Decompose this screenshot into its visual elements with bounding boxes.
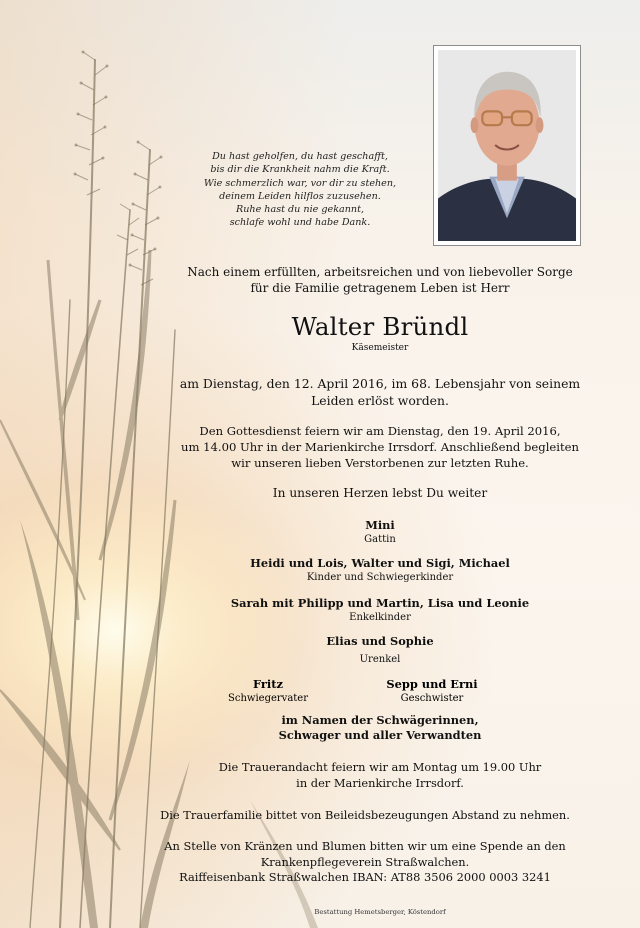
portrait-photo xyxy=(438,50,576,241)
deceased-name: Walter Bründl xyxy=(291,312,469,341)
father-in-law-role: Schwiegervater xyxy=(228,693,308,704)
family-relatives xyxy=(150,713,610,743)
great-grandchildren-names: Elias und Sophie xyxy=(326,634,434,648)
donation-line: Raiffeisenbank Straßwalchen IBAN: AT88 3506 2000 0003 3241 xyxy=(179,870,551,884)
donation-text xyxy=(160,839,570,886)
intro-text xyxy=(150,264,610,296)
siblings-role: Geschwister xyxy=(400,693,464,704)
death-notice xyxy=(150,375,610,409)
poem-line: deinem Leiden hilflos zuzusehen. xyxy=(219,190,381,202)
portrait-frame xyxy=(433,45,581,246)
children-role: Kinder und Schwiegerkinder xyxy=(306,572,454,583)
funeral-home-credit: Bestattung Hemetsberger, Köstendorf xyxy=(314,908,446,916)
grandchildren-names: Sarah mit Philipp und Martin, Lisa und Leonie xyxy=(230,596,530,610)
service-line: Den Gottesdienst feiern wir am Dienstag, den 19. April 2016, xyxy=(199,424,561,438)
service-line: wir unseren lieben Verstorbenen zur letzten Ruhe. xyxy=(231,456,529,470)
motto: In unseren Herzen lebst Du weiter xyxy=(272,486,488,500)
trauerandacht-line: Die Trauerandacht feiern wir am Montag um 19.00 Uhr xyxy=(218,760,542,774)
family-siblings xyxy=(332,677,532,705)
spouse-role: Gattin xyxy=(364,534,396,545)
children-names: Heidi und Lois, Walter und Sigi, Michael xyxy=(250,556,510,570)
relatives-line: im Namen der Schwägerinnen, xyxy=(281,713,479,727)
poem-line: bis dir die Krankheit nahm die Kraft. xyxy=(210,164,390,176)
family-great-grandchildren xyxy=(150,634,610,666)
death-line: Leiden erlöst worden. xyxy=(311,393,449,408)
intro-line: Nach einem erfüllten, arbeitsreichen und von liebevoller Sorge xyxy=(187,265,573,279)
family-grandchildren xyxy=(150,596,610,624)
donation-line: An Stelle von Kränzen und Blumen bitten wir um eine Spende an den xyxy=(164,839,566,853)
family-spouse xyxy=(150,518,610,546)
great-grandchildren-role: Urenkel xyxy=(359,654,401,665)
condolence-note: Die Trauerfamilie bittet von Beileidsbezeugungen Abstand zu nehmen. xyxy=(160,808,570,822)
deceased-occupation: Käsemeister xyxy=(351,343,409,353)
family-children xyxy=(150,556,610,584)
trauerandacht-text xyxy=(150,759,610,791)
poem-line: Wie schmerzlich war, vor dir zu stehen, xyxy=(203,177,397,189)
service-line: um 14.00 Uhr in der Marienkirche Irrsdorf. Anschließend begleiten xyxy=(181,440,579,454)
trauerandacht-line: in der Marienkirche Irrsdorf. xyxy=(296,776,464,790)
poem-line: Ruhe hast du nie gekannt, xyxy=(236,204,364,216)
siblings-names: Sepp und Erni xyxy=(386,677,478,691)
father-in-law-name: Fritz xyxy=(253,677,283,691)
funeral-service-text xyxy=(150,423,610,471)
relatives-line: Schwager und aller Verwandten xyxy=(278,728,482,742)
poem xyxy=(170,150,430,230)
poem-line: Du hast geholfen, du hast geschafft, xyxy=(212,151,388,162)
donation-line: Krankenpflegeverein Straßwalchen. xyxy=(260,854,470,869)
spouse-name: Mini xyxy=(365,518,395,532)
grandchildren-role: Enkelkinder xyxy=(349,612,411,623)
intro-line: für die Familie getragenem Leben ist Herr xyxy=(250,281,510,295)
death-line: am Dienstag, den 12. April 2016, im 68. Lebensjahr von seinem xyxy=(179,376,581,391)
poem-line: schlafe wohl und habe Dank. xyxy=(229,217,371,229)
